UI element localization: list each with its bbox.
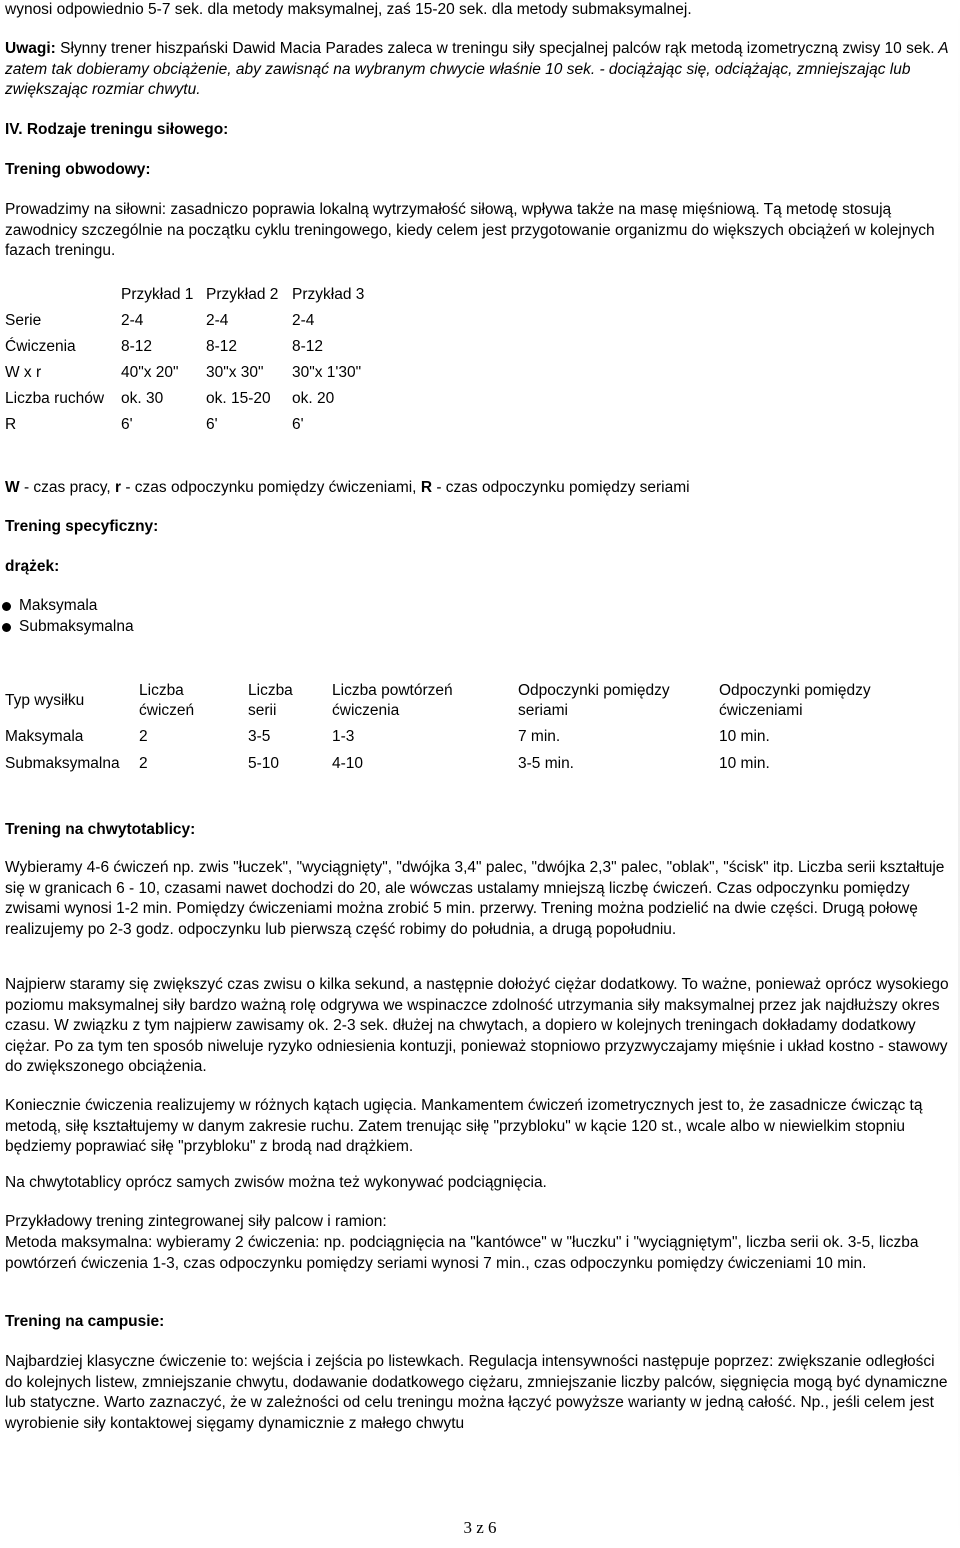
table-cell: 8-12 bbox=[292, 338, 324, 355]
example-training-title: Przykładowy trening zintegrowanej siły palcow i ramion: bbox=[5, 1213, 387, 1230]
chwyto-paragraph-3: Koniecznie ćwiczenia realizujemy w różnych kątach ugięcia. Mankamentem ćwiczeń izometrycznych jest to, że zasadnicze ćwicząc tą metodą, siłę kształtujemy w danym zakresie ruchu. Zatem trenując siłę "przybloku" w kącie 120 st., wcale albo w niewielkim stopniu będziemy poprawiać siłę "przybloku" z brodą nad drążkiem. bbox=[5, 1097, 923, 1155]
uwagi-text: Słynny trener hiszpański Dawid Macia Parades zaleca w treningu siły specjalnej palców rąk metodą izometryczną zwisy 10 sek. bbox=[55, 40, 935, 57]
list-item-label: Submaksymalna bbox=[19, 617, 134, 635]
chwyto-paragraph-2: Najpierw staramy się zwiększyć czas zwisu o kilka sekund, a następnie dołożyć ciężar dodatkowy. To ważne, ponieważ oprócz wysokiego poziomu maksymalnej siły bardzo ważną rolę odgrywa we wspinaczce zdolność utrzymania siły maksymalnej przez jak najdłuższy okres czasu. W związku z tym najpierw zawisamy ok. 2-3 sek. dłużej na chwytach, a dopiero w kolejnych treningach dokładamy dodatkowy ciężar. Po za tym ten sposób niweluje ryzyko odniesienia kontuzji, ponieważ stopniowo przyzwyczajamy mięśnie i układ kostno - stawowy do zwiększonego obciążenia. bbox=[5, 976, 949, 1075]
legend-w: W bbox=[5, 479, 20, 496]
table-cell: Serie bbox=[5, 312, 42, 329]
table-header-cell: Odpoczynki pomiędzy seriami bbox=[518, 681, 670, 719]
table-cell: 5-10 bbox=[248, 755, 280, 773]
examples-table bbox=[5, 282, 364, 438]
table-header-cell bbox=[5, 282, 121, 308]
table-cell: 2 bbox=[139, 728, 148, 746]
subheading-campus: Trening na campusie: bbox=[5, 1313, 165, 1330]
table-row bbox=[5, 724, 899, 751]
table-cell: 6' bbox=[121, 416, 133, 433]
legend-line bbox=[5, 478, 950, 499]
table-row bbox=[5, 334, 364, 360]
bullet-icon bbox=[2, 602, 11, 611]
table-header-cell: Liczba ćwiczeń bbox=[139, 681, 195, 719]
section-heading: IV. Rodzaje treningu siłowego: bbox=[5, 121, 229, 138]
uwagi-paragraph bbox=[5, 39, 950, 101]
uwagi-italic-text: A zatem tak dobieramy obciążenie, aby zawisnąć na wybranym chwycie właśnie 10 sek. - dociążając się, odciążając, zmniejszając lub zwiększając rozmiar chwytu. bbox=[5, 40, 949, 98]
table-cell: 30"x 30" bbox=[206, 364, 264, 381]
subheading-drazek: drążek: bbox=[5, 558, 60, 575]
table-cell: 2 bbox=[139, 755, 148, 773]
table-cell: 2-4 bbox=[206, 312, 229, 329]
table-row bbox=[5, 412, 364, 438]
table-row bbox=[5, 308, 364, 334]
table-row bbox=[5, 386, 364, 412]
table-header-cell: Przykład 3 bbox=[292, 286, 365, 303]
table-header-cell: Typ wysiłku bbox=[5, 691, 85, 709]
table-cell: 6' bbox=[206, 416, 218, 433]
table-cell: 10 min. bbox=[719, 755, 770, 773]
legend-R-text: - czas odpoczynku pomiędzy seriami bbox=[432, 479, 690, 496]
list-item bbox=[0, 617, 134, 638]
example-training-text: Metoda maksymalna: wybieramy 2 ćwiczenia: np. podciągnięcia na "kantówce" w "łuczku" i "wyciągniętym", liczba serii ok. 3-5, liczba powtórzeń ćwiczenia 1-3, czas odpoczynku pomiędzy seriami wynosi 7 min., czas odpoczynku pomiędzy ćwiczeniami 10 min. bbox=[5, 1234, 919, 1272]
table-cell: 1-3 bbox=[332, 728, 355, 746]
subheading-chwytotablica: Trening na chwytotablicy: bbox=[5, 821, 196, 838]
subheading-obwodowy: Trening obwodowy: bbox=[5, 161, 151, 178]
legend-r-text: - czas odpoczynku pomiędzy ćwiczeniami, bbox=[121, 479, 421, 496]
bullet-list bbox=[0, 596, 134, 637]
table-cell: R bbox=[5, 416, 17, 433]
table-cell: Submaksymalna bbox=[5, 755, 120, 773]
table-cell: ok. 20 bbox=[292, 390, 335, 407]
table-cell: Maksymala bbox=[5, 728, 84, 746]
intro-line: wynosi odpowiednio 5-7 sek. dla metody maksymalnej, zaś 15-20 sek. dla metody submaksymalnej. bbox=[5, 1, 692, 18]
list-item-label: Maksymala bbox=[19, 597, 98, 614]
table-header-cell: Liczba powtórzeń ćwiczenia bbox=[332, 681, 453, 719]
campus-paragraph: Najbardziej klasyczne ćwiczenie to: wejścia i zejścia po listewkach. Regulacja intensywności następuje poprzez: zwiększanie odległości do kolejnych listew, zmniejszanie chwytu, dodawanie dodatkowego ciężaru, zmniejszanie liczby palców, sięgnięcia mogą być dynamiczne lub statyczne. Warto zaznaczyć, że w zależności od celu treningu można łączyć powyższe warianty w jedną całość. Np., jeśli celem jest wyrobienie siły kontaktowej sięgamy dynamicznie z małego chwytu bbox=[5, 1353, 948, 1432]
table-header-cell: Przykład 1 bbox=[121, 286, 194, 303]
chwyto-paragraph-1: Wybieramy 4-6 ćwiczeń np. zwis "łuczek", "wyciągnięty", "dwójka 3,4" palec, "dwójka 2,3" palec, "oblak", "ścisk" itp. Liczba serii kształtuje się w granicach 6 - 10, czasami nawet dochodzi do 20, ale wówczas ustalamy mniejszą liczbę ćwiczeń. Czas odpoczynku pomiędzy zwisami wynosi 1-2 min. Pomiędzy ćwiczeniami można zrobić 5 min. przerwy. Trening można podzielić na dwie części. Drugą połowę realizujemy po 2-3 godz. odpoczynku lub pierwszą część robimy do południa, a drugą popołudniu. bbox=[5, 859, 945, 938]
table-header-cell: Odpoczynki pomiędzy ćwiczeniami bbox=[719, 681, 871, 719]
table-cell: 2-4 bbox=[121, 312, 144, 329]
uwagi-label: Uwagi: bbox=[5, 40, 56, 57]
table-cell: Liczba ruchów bbox=[5, 390, 105, 407]
table-header-row bbox=[5, 282, 364, 308]
table-cell: W x r bbox=[5, 364, 42, 381]
obwodowy-paragraph: Prowadzimy na siłowni: zasadniczo poprawia lokalną wytrzymałość siłową, wpływa także na masę mięśniową. Tą metodę stosują zawodnicy szczególnie na początku cyklu treningowego, kiedy celem jest przygotowanie organizmu do większych obciążeń w kolejnych fazach treningu. bbox=[5, 201, 935, 259]
legend-r: r bbox=[114, 479, 122, 496]
load-types-table bbox=[5, 678, 899, 778]
subheading-specyficzny: Trening specyficzny: bbox=[5, 518, 159, 535]
table-cell: 10 min. bbox=[719, 728, 770, 746]
table-cell: ok. 15-20 bbox=[206, 390, 271, 407]
table-cell: 7 min. bbox=[518, 728, 561, 746]
table-header-cell: Liczba serii bbox=[248, 681, 293, 719]
bullet-icon bbox=[2, 623, 11, 632]
chwyto-paragraph-4: Na chwytotablicy oprócz samych zwisów można też wykonywać podciągnięcia. bbox=[5, 1174, 547, 1191]
table-cell: ok. 30 bbox=[121, 390, 164, 407]
table-row bbox=[5, 751, 899, 778]
table-cell: 2-4 bbox=[292, 312, 315, 329]
table-cell: 30"x 1'30" bbox=[292, 364, 362, 381]
table-cell: 40"x 20" bbox=[121, 364, 179, 381]
legend-R: R bbox=[420, 479, 433, 496]
table-cell: 4-10 bbox=[332, 755, 364, 773]
table-cell: 8-12 bbox=[121, 338, 153, 355]
table-cell: 8-12 bbox=[206, 338, 238, 355]
table-cell: 3-5 bbox=[248, 728, 271, 746]
table-header-row bbox=[5, 678, 899, 724]
table-row bbox=[5, 360, 364, 386]
list-item bbox=[0, 596, 134, 617]
page-number: 3 z 6 bbox=[463, 1518, 497, 1537]
table-cell: 6' bbox=[292, 416, 304, 433]
legend-w-text: - czas pracy, bbox=[19, 479, 115, 496]
table-cell: 3-5 min. bbox=[518, 755, 574, 773]
table-header-cell: Przykład 2 bbox=[206, 286, 279, 303]
table-cell: Ćwiczenia bbox=[5, 338, 76, 355]
